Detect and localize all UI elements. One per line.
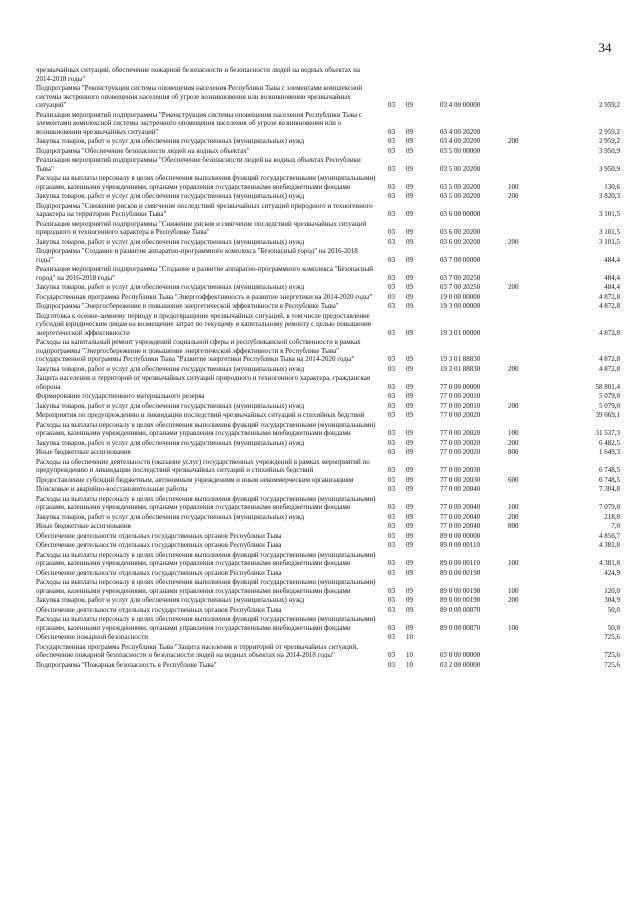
budget-table	[36, 66, 626, 669]
row-subsection: 09	[406, 485, 413, 493]
row-section: 03	[388, 531, 395, 540]
table-row	[36, 238, 626, 247]
row-name: Обеспечение пожарной безопасности	[36, 633, 149, 641]
row-section: 03	[388, 651, 395, 659]
row-section: 03	[388, 137, 395, 145]
row-section: 03	[388, 411, 395, 419]
row-expense-type: 200	[508, 237, 519, 246]
row-target-code: 03 2 00 00000	[440, 660, 481, 669]
row-section: 03	[388, 559, 395, 567]
row-expense-type: 200	[508, 283, 519, 291]
table-row	[36, 522, 626, 531]
row-name: Закупка товаров, работ и услуг для обеспечения государственных (муниципальных) нужд	[36, 401, 305, 410]
row-name: Закупка товаров, работ и услуг для обеспечения государственных (муниципальных) нужд	[36, 137, 305, 145]
table-row	[36, 265, 626, 282]
row-section: 03	[388, 438, 395, 447]
table-row	[36, 578, 626, 595]
row-amount: 2 959,2	[599, 127, 620, 136]
row-name: Мероприятия по предупреждению и ликвидации последствий чрезвычайных ситуаций и стихийных бедствий	[36, 411, 365, 419]
row-target-code: 03 6 00 20200	[440, 237, 481, 246]
row-target-code: 03 7 00 20250	[440, 283, 481, 291]
row-amount: 4 872,8	[599, 364, 620, 373]
table-row	[36, 495, 626, 512]
row-subsection: 09	[406, 429, 413, 437]
row-section: 03	[388, 328, 395, 337]
row-amount: 725,6	[604, 660, 620, 669]
table-row	[36, 513, 626, 522]
row-amount: 4 856,7	[599, 531, 620, 540]
row-target-code: 19 3 01 00000	[440, 328, 481, 337]
row-subsection: 09	[406, 127, 413, 136]
row-amount: 1 649,3	[599, 448, 620, 456]
row-name: Подпрограмма "Реконструкция системы оповещения населения Республики Тыва с элементами комплексной системы экстренного оповещения населения об угрозе возникновения или возникновении чрезвычайных ситуаций"	[36, 84, 363, 109]
row-subsection: 09	[406, 382, 413, 391]
row-amount: 3 950,9	[599, 146, 620, 155]
row-target-code: 03 7 00 20250	[440, 273, 481, 282]
row-name: Государственная программа Республики Тыва "Энергоэффективность и развитие энергетики на 2014-2020 годы"	[36, 292, 373, 301]
row-amount: 3 101,5	[599, 237, 620, 246]
row-amount: 3 101,5	[599, 228, 620, 236]
row-subsection: 09	[406, 503, 413, 511]
row-section: 03	[388, 392, 395, 400]
row-name: Подпрограмма "Пожарная безопасность в Республике Тыва"	[36, 660, 217, 669]
row-name: Государственная программа Республики Тыва "Защита населения и территорий от чрезвычайных ситуаций, обеспечение пожарной безопасности и безопасности людей на водных объектах на 2014-2018 годы"	[36, 642, 358, 659]
row-target-code: 19 3 00 00000	[440, 302, 481, 310]
row-target-code: 89 0 00 00870	[440, 623, 481, 632]
row-target-code: 77 0 00 20020	[440, 411, 481, 419]
row-name: Расходы на выплаты персоналу в целях обеспечения выполнения функций государственными (муниципальными) органами, казенными учреждениями, органами управления государственными внебюджетными фондами	[36, 420, 376, 437]
row-amount: 120,0	[604, 586, 620, 595]
row-amount: 3 820,3	[599, 192, 620, 200]
row-target-code: 19 3 01 88830	[440, 364, 481, 373]
row-subsection: 09	[406, 568, 413, 577]
row-target-code: 03 4 00 20200	[440, 137, 481, 145]
row-target-code: 89 0 00 00190	[440, 596, 481, 604]
row-target-code: 77 0 00 20030	[440, 475, 481, 484]
row-section: 03	[388, 596, 395, 604]
row-subsection: 09	[406, 273, 413, 282]
row-section: 03	[388, 633, 395, 641]
row-name: Обеспечение деятельности отдельных государственных органов Республики Тыва	[36, 605, 282, 614]
row-name: Реализация мероприятий подпрограммы "Обеспечение безопасности людей на водных объектах Республики Тыва"	[36, 156, 361, 173]
row-target-code: 77 0 00 20010	[440, 401, 481, 410]
row-subsection: 09	[406, 355, 413, 363]
row-name: Защита населения и территорий от чрезвычайных ситуаций природного и техногенного характера, гражданская оборона	[36, 374, 371, 391]
row-section: 03	[388, 302, 395, 310]
row-amount: 4 872,8	[599, 355, 620, 363]
row-target-code: 03 6 00 20200	[440, 228, 481, 236]
row-name: Закупка товаров, работ и услуг для обеспечения государственных (муниципальных) нужд	[36, 596, 305, 604]
table-row	[36, 293, 626, 302]
row-subsection: 09	[406, 605, 413, 614]
row-name: Закупка товаров, работ и услуг для обеспечения государственных (муниципальных) нужд	[36, 438, 305, 447]
row-target-code: 77 0 00 20020	[440, 438, 481, 447]
row-expense-type: 200	[508, 512, 519, 521]
row-section: 03	[388, 448, 395, 456]
row-amount: 31 537,3	[595, 429, 620, 437]
row-amount: 6 748,5	[599, 475, 620, 484]
row-name: Закупка товаров, работ и услуг для обеспечения государственных (муниципальных) нужд	[36, 237, 305, 246]
row-section: 03	[388, 541, 395, 549]
row-subsection: 09	[406, 237, 413, 246]
row-subsection: 09	[406, 475, 413, 484]
table-row	[36, 439, 626, 448]
row-section: 03	[388, 382, 395, 391]
row-name: Поисковые и аварийно-восстановительные работы	[36, 485, 188, 493]
row-name: Реализация мероприятий подпрограммы "Реконструкция системы оповещения населения Республики Тыва с элементами комплексной системы экстренного оповещения населения об угрозе возникновения или о возникновении чрезвычайных ситуаций"	[36, 110, 362, 136]
row-target-code: 89 0 00 00190	[440, 568, 481, 577]
row-target-code: 03 7 00 00000	[440, 255, 481, 264]
row-amount: 725,6	[604, 651, 620, 659]
row-section: 03	[388, 255, 395, 264]
table-row	[36, 147, 626, 156]
row-section: 03	[388, 355, 395, 363]
row-amount: 4 872,8	[599, 328, 620, 337]
row-amount: 7,0	[611, 522, 620, 530]
row-amount: 218,8	[604, 512, 620, 521]
row-section: 03	[388, 466, 395, 474]
row-section: 03	[388, 101, 395, 109]
table-row	[36, 615, 626, 632]
row-subsection: 09	[406, 192, 413, 200]
row-subsection: 09	[406, 228, 413, 236]
row-section: 03	[388, 146, 395, 155]
row-subsection: 09	[406, 328, 413, 337]
row-section: 03	[388, 485, 395, 493]
row-name: Подпрограмма "Энергосбережение и повышение энергетической эффективности в Республике Тыва"	[36, 302, 339, 310]
row-expense-type: 100	[508, 429, 519, 437]
table-row	[36, 312, 626, 338]
row-name: Расходы на выплаты персоналу в целях обеспечения выполнения функций государственными (муниципальными) органами, казенными учреждениями, органами управления государственными внебюджетными фондами	[36, 174, 376, 191]
row-amount: 58 801,4	[595, 382, 620, 391]
row-target-code: 77 0 00 20040	[440, 512, 481, 521]
row-section: 03	[388, 292, 395, 301]
row-amount: 6 482,5	[599, 438, 620, 447]
row-name: Подготовка к осенне-зимнему периоду и предотвращение чрезвычайных ситуаций, в том числе предоставление субсидий юридическим лицам на возмещение затрат по текущему и капитальному ремонту с целью повышения энергетической эффективности	[36, 311, 371, 337]
row-section: 03	[388, 237, 395, 246]
table-row	[36, 302, 626, 311]
table-row	[36, 569, 626, 578]
row-subsection: 09	[406, 255, 413, 264]
row-target-code: 77 0 00 00000	[440, 382, 481, 391]
row-expense-type: 100	[508, 182, 519, 191]
row-expense-type: 200	[508, 137, 519, 145]
table-row	[36, 174, 626, 191]
row-subsection: 09	[406, 101, 413, 109]
row-name: Подпрограмма "Создание и развитие аппаратно-программного комплекса "Безопасный город" на 2016-2018 годы"	[36, 247, 358, 264]
row-subsection: 09	[406, 146, 413, 155]
row-target-code: 77 0 00 20020	[440, 429, 481, 437]
row-section: 03	[388, 283, 395, 291]
row-name: Обеспечение деятельности отдельных государственных органов Республики Тыва	[36, 568, 282, 577]
row-target-code: 89 0 00 00000	[440, 531, 481, 540]
table-row	[36, 551, 626, 568]
row-name: Формирование государственного материального резерва	[36, 392, 205, 400]
table-row	[36, 137, 626, 146]
row-name: Реализация мероприятий подпрограммы "Снижение рисков и смягчение последствий чрезвычайных ситуаций природного и техногенного характера в Республике Тыва"	[36, 219, 367, 236]
row-amount: 3 101,5	[599, 210, 620, 218]
row-subsection: 09	[406, 302, 413, 310]
row-section: 03	[388, 623, 395, 632]
row-amount: 39 669,1	[595, 411, 620, 419]
row-amount: 4 872,8	[599, 302, 620, 310]
row-section: 03	[388, 522, 395, 530]
row-subsection: 09	[406, 448, 413, 456]
row-amount: 7 079,0	[599, 503, 620, 511]
row-name: Расходы на выплаты персоналу в целях обеспечения выполнения функций государственными (муниципальными) органами, казенными учреждениями, органами управления государственными внебюджетными фондами	[36, 615, 376, 632]
row-amount: 6 748,5	[599, 466, 620, 474]
row-name: Расходы на обеспечение деятельности (оказание услуг) государственных учреждений в рамках мероприятий по предупреждению и ликвидации последствий чрезвычайных ситуаций и стихийных бедствий	[36, 457, 370, 474]
row-subsection: 09	[406, 283, 413, 291]
row-expense-type: 200	[508, 596, 519, 604]
row-target-code: 77 0 00 20010	[440, 392, 481, 400]
table-row	[36, 643, 626, 660]
row-subsection: 09	[406, 164, 413, 173]
row-subsection: 09	[406, 541, 413, 549]
row-expense-type: 600	[508, 475, 519, 484]
row-target-code: 03 5 00 20200	[440, 164, 481, 173]
table-row	[36, 66, 626, 83]
row-target-code: 77 0 00 20040	[440, 485, 481, 493]
row-section: 03	[388, 182, 395, 191]
row-subsection: 09	[406, 411, 413, 419]
row-target-code: 89 0 00 00110	[440, 541, 480, 549]
row-target-code: 19 0 00 00000	[440, 292, 481, 301]
row-target-code: 89 0 00 00870	[440, 605, 481, 614]
row-name: Иные бюджетные ассигнования	[36, 522, 131, 530]
row-section: 03	[388, 273, 395, 282]
row-amount: 484,4	[604, 273, 620, 282]
row-section: 03	[388, 503, 395, 511]
row-section: 03	[388, 192, 395, 200]
row-expense-type: 100	[508, 586, 519, 595]
table-row	[36, 374, 626, 391]
row-amount: 304,9	[604, 596, 620, 604]
row-target-code: 03 0 00 00000	[440, 651, 481, 659]
row-target-code: 03 5 00 20200	[440, 192, 481, 200]
row-amount: 3 950,9	[599, 164, 620, 173]
row-subsection: 09	[406, 522, 413, 530]
table-row	[36, 202, 626, 219]
row-target-code: 03 6 00 00000	[440, 210, 481, 218]
row-target-code: 03 5 00 00000	[440, 146, 481, 155]
row-name: Закупка товаров, работ и услуг для обеспечения государственных (муниципальных) нужд	[36, 283, 305, 291]
row-amount: 484,4	[604, 283, 620, 291]
row-target-code: 19 3 01 88830	[440, 355, 481, 363]
row-amount: 130,6	[604, 182, 620, 191]
table-row	[36, 411, 626, 420]
table-row	[36, 421, 626, 438]
row-name: Подпрограмма "Обеспечение безопасности людей на водных объектах"	[36, 146, 250, 155]
row-subsection: 09	[406, 438, 413, 447]
row-subsection: 09	[406, 531, 413, 540]
row-amount: 7 304,8	[599, 485, 620, 493]
row-amount: 424,9	[604, 568, 620, 577]
row-target-code: 77 0 00 20020	[440, 448, 481, 456]
table-row	[36, 458, 626, 475]
row-name: Закупка товаров, работ и услуг для обеспечения государственных (муниципальных) нужд	[36, 364, 305, 373]
row-section: 03	[388, 164, 395, 173]
row-amount: 50,0	[607, 623, 620, 632]
row-amount: 2 959,2	[599, 101, 620, 109]
row-name: Закупка товаров, работ и услуг для обеспечения государственных (муниципальных) нужд	[36, 512, 305, 521]
row-expense-type: 200	[508, 401, 519, 410]
page-number: 34	[598, 40, 612, 55]
row-section: 03	[388, 364, 395, 373]
row-expense-type: 200	[508, 192, 519, 200]
row-name: Обеспечение деятельности отдельных государственных органов Республики Тыва	[36, 541, 282, 549]
row-section: 03	[388, 660, 395, 669]
row-name: чрезвычайных ситуаций, обеспечение пожарной безопасности и безопасности людей на водных объектах на 2014-2018 годы"	[36, 66, 360, 83]
row-target-code: 89 0 00 00110	[440, 559, 480, 567]
row-amount: 5 079,0	[599, 401, 620, 410]
row-amount: 50,0	[607, 605, 620, 614]
row-expense-type: 800	[508, 522, 519, 530]
row-amount: 5 079,0	[599, 392, 620, 400]
table-row	[36, 633, 626, 642]
row-section: 03	[388, 512, 395, 521]
row-amount: 725,6	[604, 633, 620, 641]
row-name: Реализация мероприятий подпрограммы "Создание и развитие аппаратно-программного комплекса "Безопасный город" на 2016-2018 годы"	[36, 265, 374, 282]
row-section: 03	[388, 429, 395, 437]
row-target-code: 03 4 00 20200	[440, 127, 481, 136]
table-row	[36, 392, 626, 401]
row-target-code: 77 0 00 20040	[440, 522, 481, 530]
row-name: Расходы на выплаты персоналу в целях обеспечения выполнения функций государственными (муниципальными) органами, казенными учреждениями, органами управления государственными внебюджетными фондами	[36, 578, 376, 595]
row-amount: 4 381,8	[599, 541, 620, 549]
table-row	[36, 156, 626, 173]
table-row	[36, 402, 626, 411]
row-subsection: 09	[406, 623, 413, 632]
row-amount: 2 959,2	[599, 137, 620, 145]
row-subsection: 09	[406, 392, 413, 400]
row-subsection: 10	[406, 651, 413, 659]
row-section: 03	[388, 605, 395, 614]
row-target-code: 89 0 00 00190	[440, 586, 481, 595]
row-expense-type: 200	[508, 364, 519, 373]
row-section: 03	[388, 586, 395, 595]
table-row	[36, 541, 626, 550]
row-amount: 484,4	[604, 255, 620, 264]
table-row	[36, 596, 626, 605]
table-row	[36, 606, 626, 615]
row-expense-type: 100	[508, 623, 519, 632]
row-subsection: 09	[406, 586, 413, 595]
table-row	[36, 192, 626, 201]
row-name: Расходы на капитальный ремонт учреждений социальной сферы и республиканской собственности в рамках подпрограммы "Энергосбережение и повышение энергетической эффективности в Республике Тыва" государственной программы Республики Тыва "Развитие энергетики Республики Тыва на 2014-2020 годы"	[36, 338, 361, 363]
row-target-code: 77 0 00 20030	[440, 466, 481, 474]
row-subsection: 09	[406, 137, 413, 145]
row-subsection: 09	[406, 292, 413, 301]
table-row	[36, 338, 626, 364]
row-name: Предоставление субсидий бюджетным, автономным учреждениям и иным некоммерческим организациям	[36, 475, 354, 484]
row-name: Расходы на выплаты персоналу в целях обеспечения выполнения функций государственными (муниципальными) органами, казенными учреждениями, органами управления государственными внебюджетными фондами	[36, 494, 376, 511]
table-row	[36, 220, 626, 237]
row-name: Подпрограмма "Снижение рисков и смягчение последствий чрезвычайных ситуаций природного и техногенного характера на территории Республики Тыва"	[36, 201, 373, 218]
row-target-code: 03 5 00 20200	[440, 182, 481, 191]
row-expense-type: 200	[508, 438, 519, 447]
row-section: 03	[388, 401, 395, 410]
table-row	[36, 247, 626, 264]
row-expense-type: 100	[508, 503, 519, 511]
row-name: Обеспечение деятельности отдельных государственных органов Республики Тыва	[36, 531, 282, 540]
row-subsection: 10	[406, 633, 413, 641]
row-section: 03	[388, 568, 395, 577]
row-name: Расходы на выплаты персоналу в целях обеспечения выполнения функций государственными (муниципальными) органами, казенными учреждениями, органами управления государственными внебюджетными фондами	[36, 550, 376, 567]
row-subsection: 09	[406, 182, 413, 191]
row-subsection: 09	[406, 210, 413, 218]
row-subsection: 09	[406, 364, 413, 373]
row-subsection: 09	[406, 466, 413, 474]
table-row	[36, 532, 626, 541]
row-subsection: 09	[406, 401, 413, 410]
table-row	[36, 448, 626, 457]
row-section: 03	[388, 127, 395, 136]
row-section: 03	[388, 210, 395, 218]
table-row	[36, 84, 626, 110]
row-target-code: 77 0 00 20040	[440, 503, 481, 511]
table-row	[36, 661, 626, 670]
row-section: 03	[388, 228, 395, 236]
row-name: Закупка товаров, работ и услуг для обеспечения государственных (муниципальных) нужд	[36, 192, 305, 200]
table-row	[36, 365, 626, 374]
row-subsection: 09	[406, 512, 413, 521]
row-subsection: 10	[406, 660, 413, 669]
row-section: 03	[388, 475, 395, 484]
row-subsection: 09	[406, 559, 413, 567]
row-amount: 4 381,8	[599, 559, 620, 567]
row-expense-type: 100	[508, 559, 519, 567]
row-name: Иные бюджетные ассигнования	[36, 448, 131, 456]
table-row	[36, 283, 626, 292]
row-target-code: 03 4 00 00000	[440, 101, 481, 109]
row-expense-type: 800	[508, 448, 519, 456]
table-row	[36, 476, 626, 485]
table-row	[36, 111, 626, 137]
row-subsection: 09	[406, 596, 413, 604]
table-row	[36, 485, 626, 494]
row-amount: 4 872,8	[599, 292, 620, 301]
